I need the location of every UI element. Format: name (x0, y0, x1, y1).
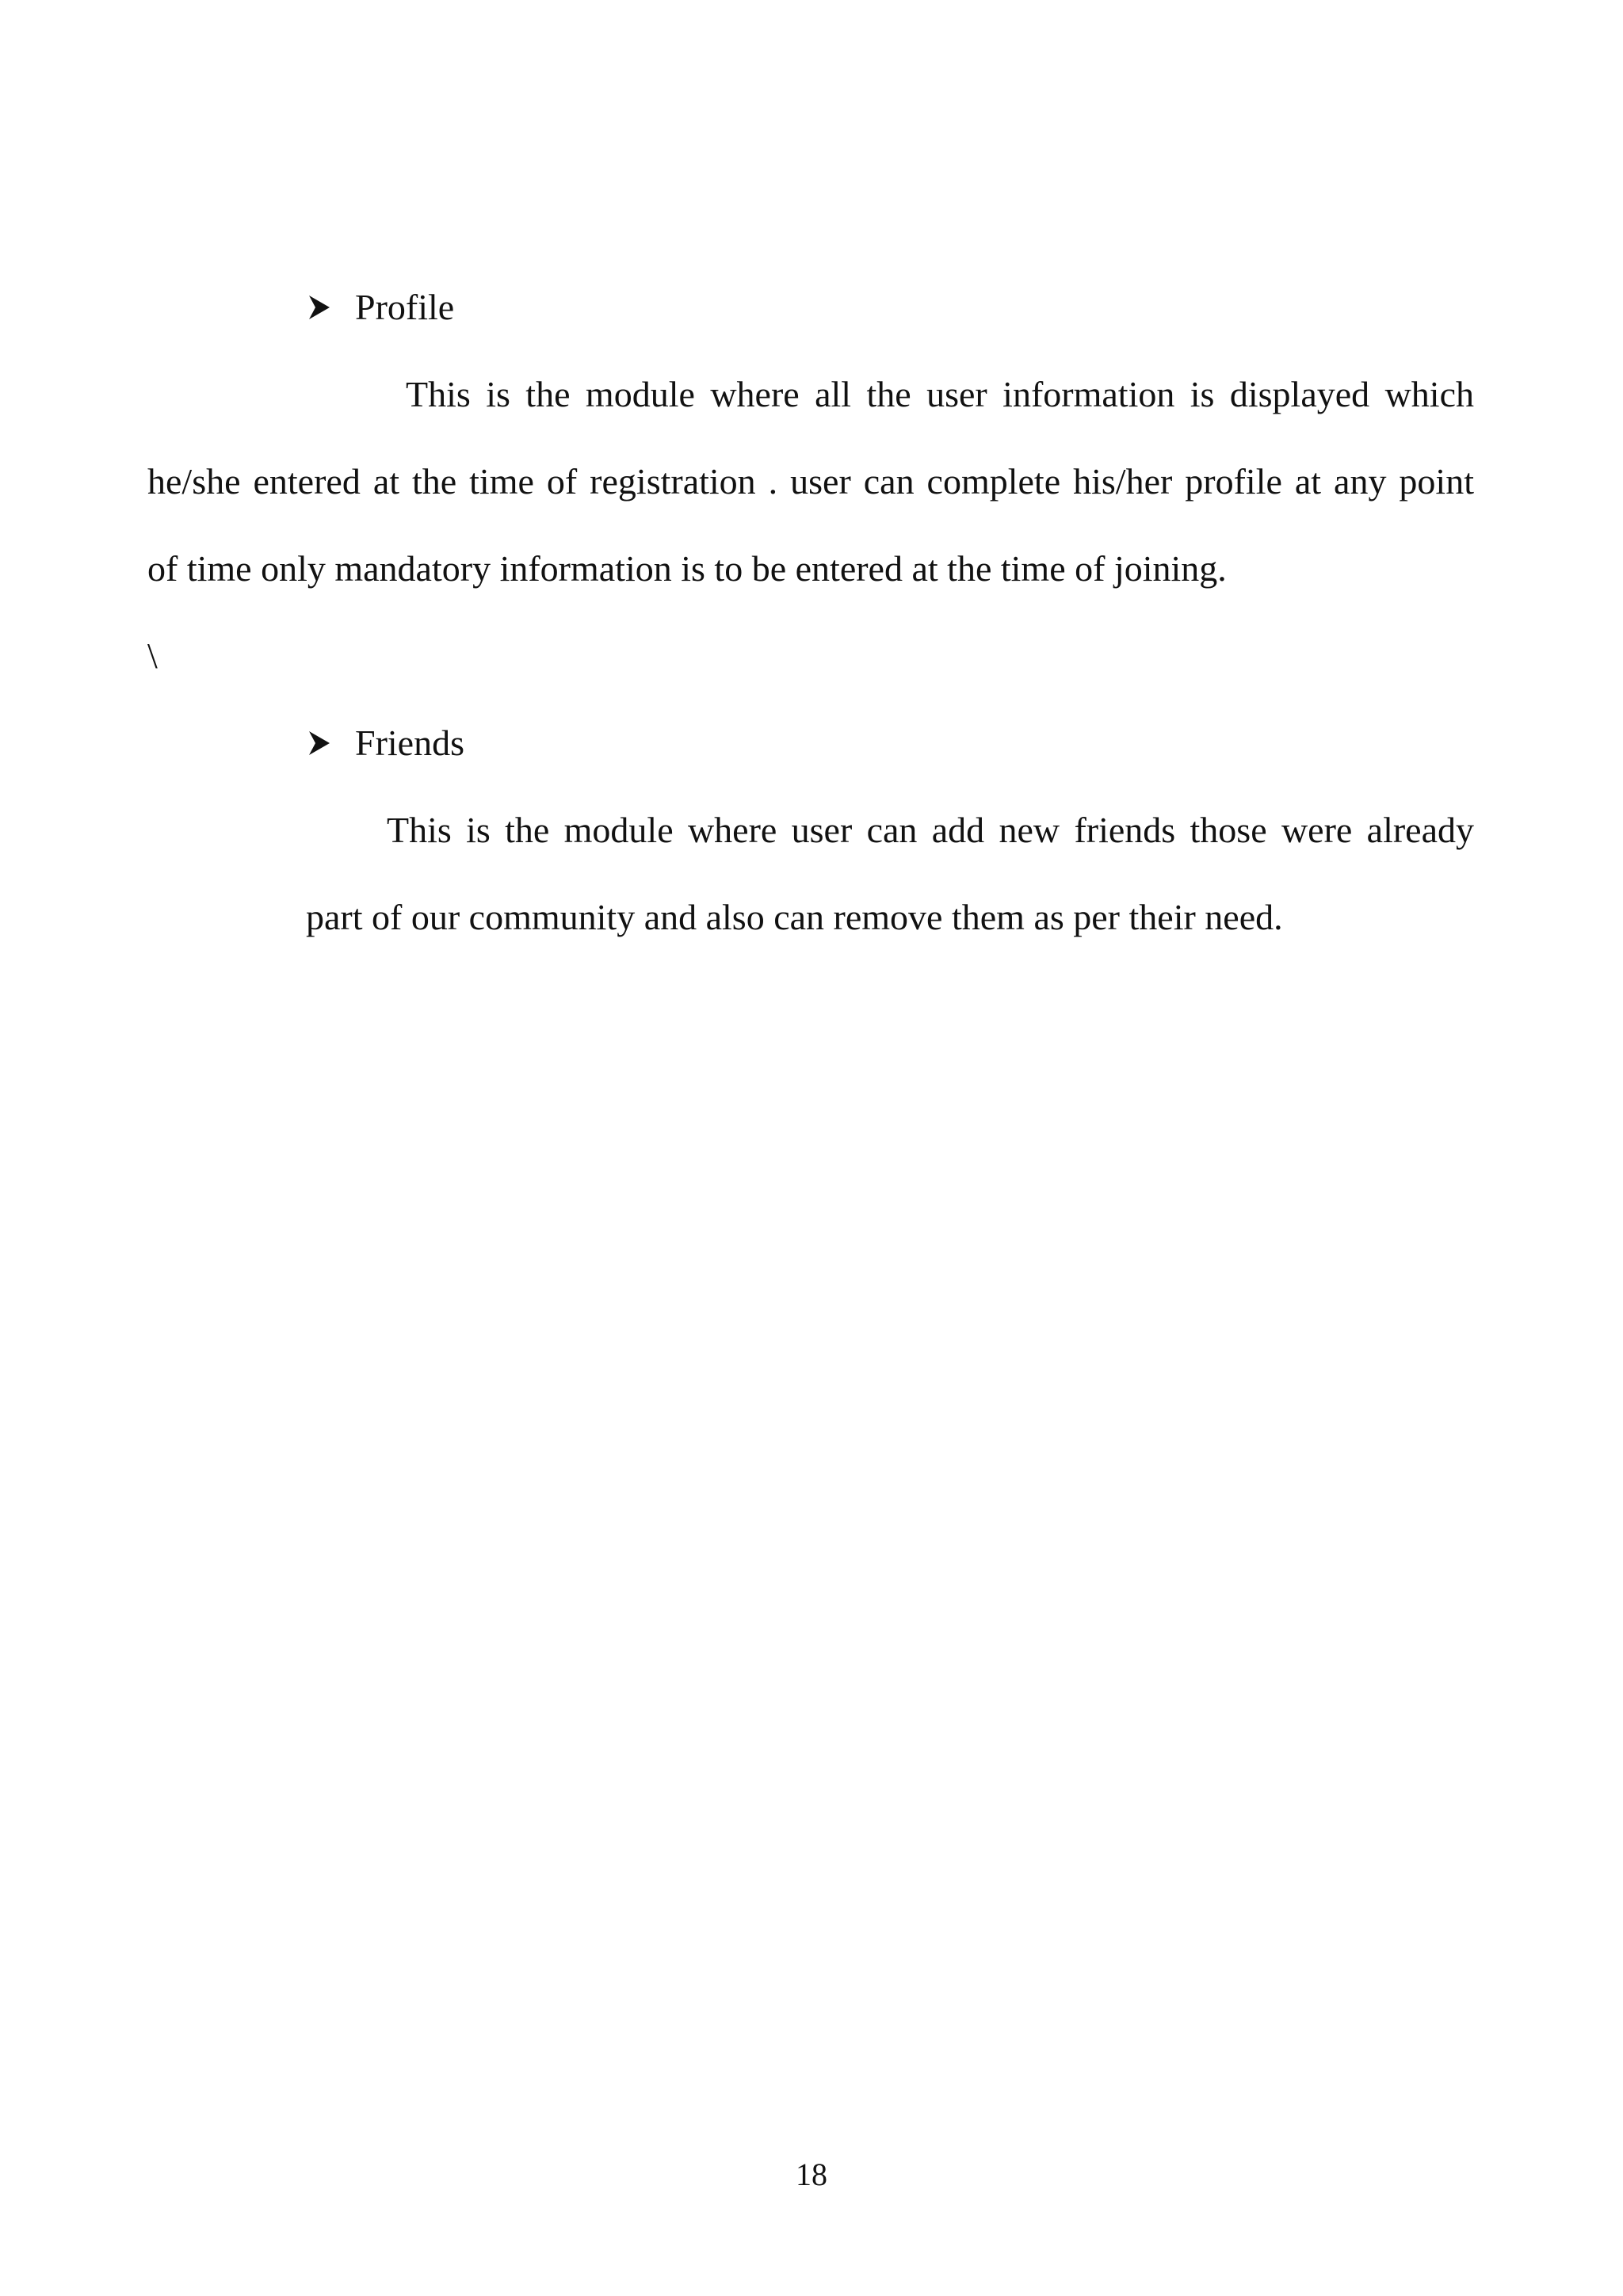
arrowhead-bullet-icon (307, 729, 331, 757)
section-heading-profile: Profile (355, 287, 455, 327)
bullet-profile (307, 285, 454, 330)
arrowhead-bullet-icon (307, 293, 331, 322)
page-number: 18 (796, 2157, 827, 2192)
bullet-friends (307, 721, 464, 765)
profile-paragraph-line-1: This is the module where all the user information is displayed which (406, 374, 1474, 414)
profile-paragraph-line-3: of time only mandatory information is to be entered at the time of joining. (147, 548, 1227, 589)
friends-paragraph-line-2: part of our community and also can remove them as per their need. (306, 897, 1283, 937)
stray-backslash: \ (147, 635, 158, 676)
section-heading-friends: Friends (355, 723, 464, 763)
friends-paragraph-line-1: This is the module where user can add new friends those were already (387, 810, 1474, 850)
profile-paragraph-line-2: he/she entered at the time of registration . user can complete his/her profile at any point (147, 461, 1474, 502)
